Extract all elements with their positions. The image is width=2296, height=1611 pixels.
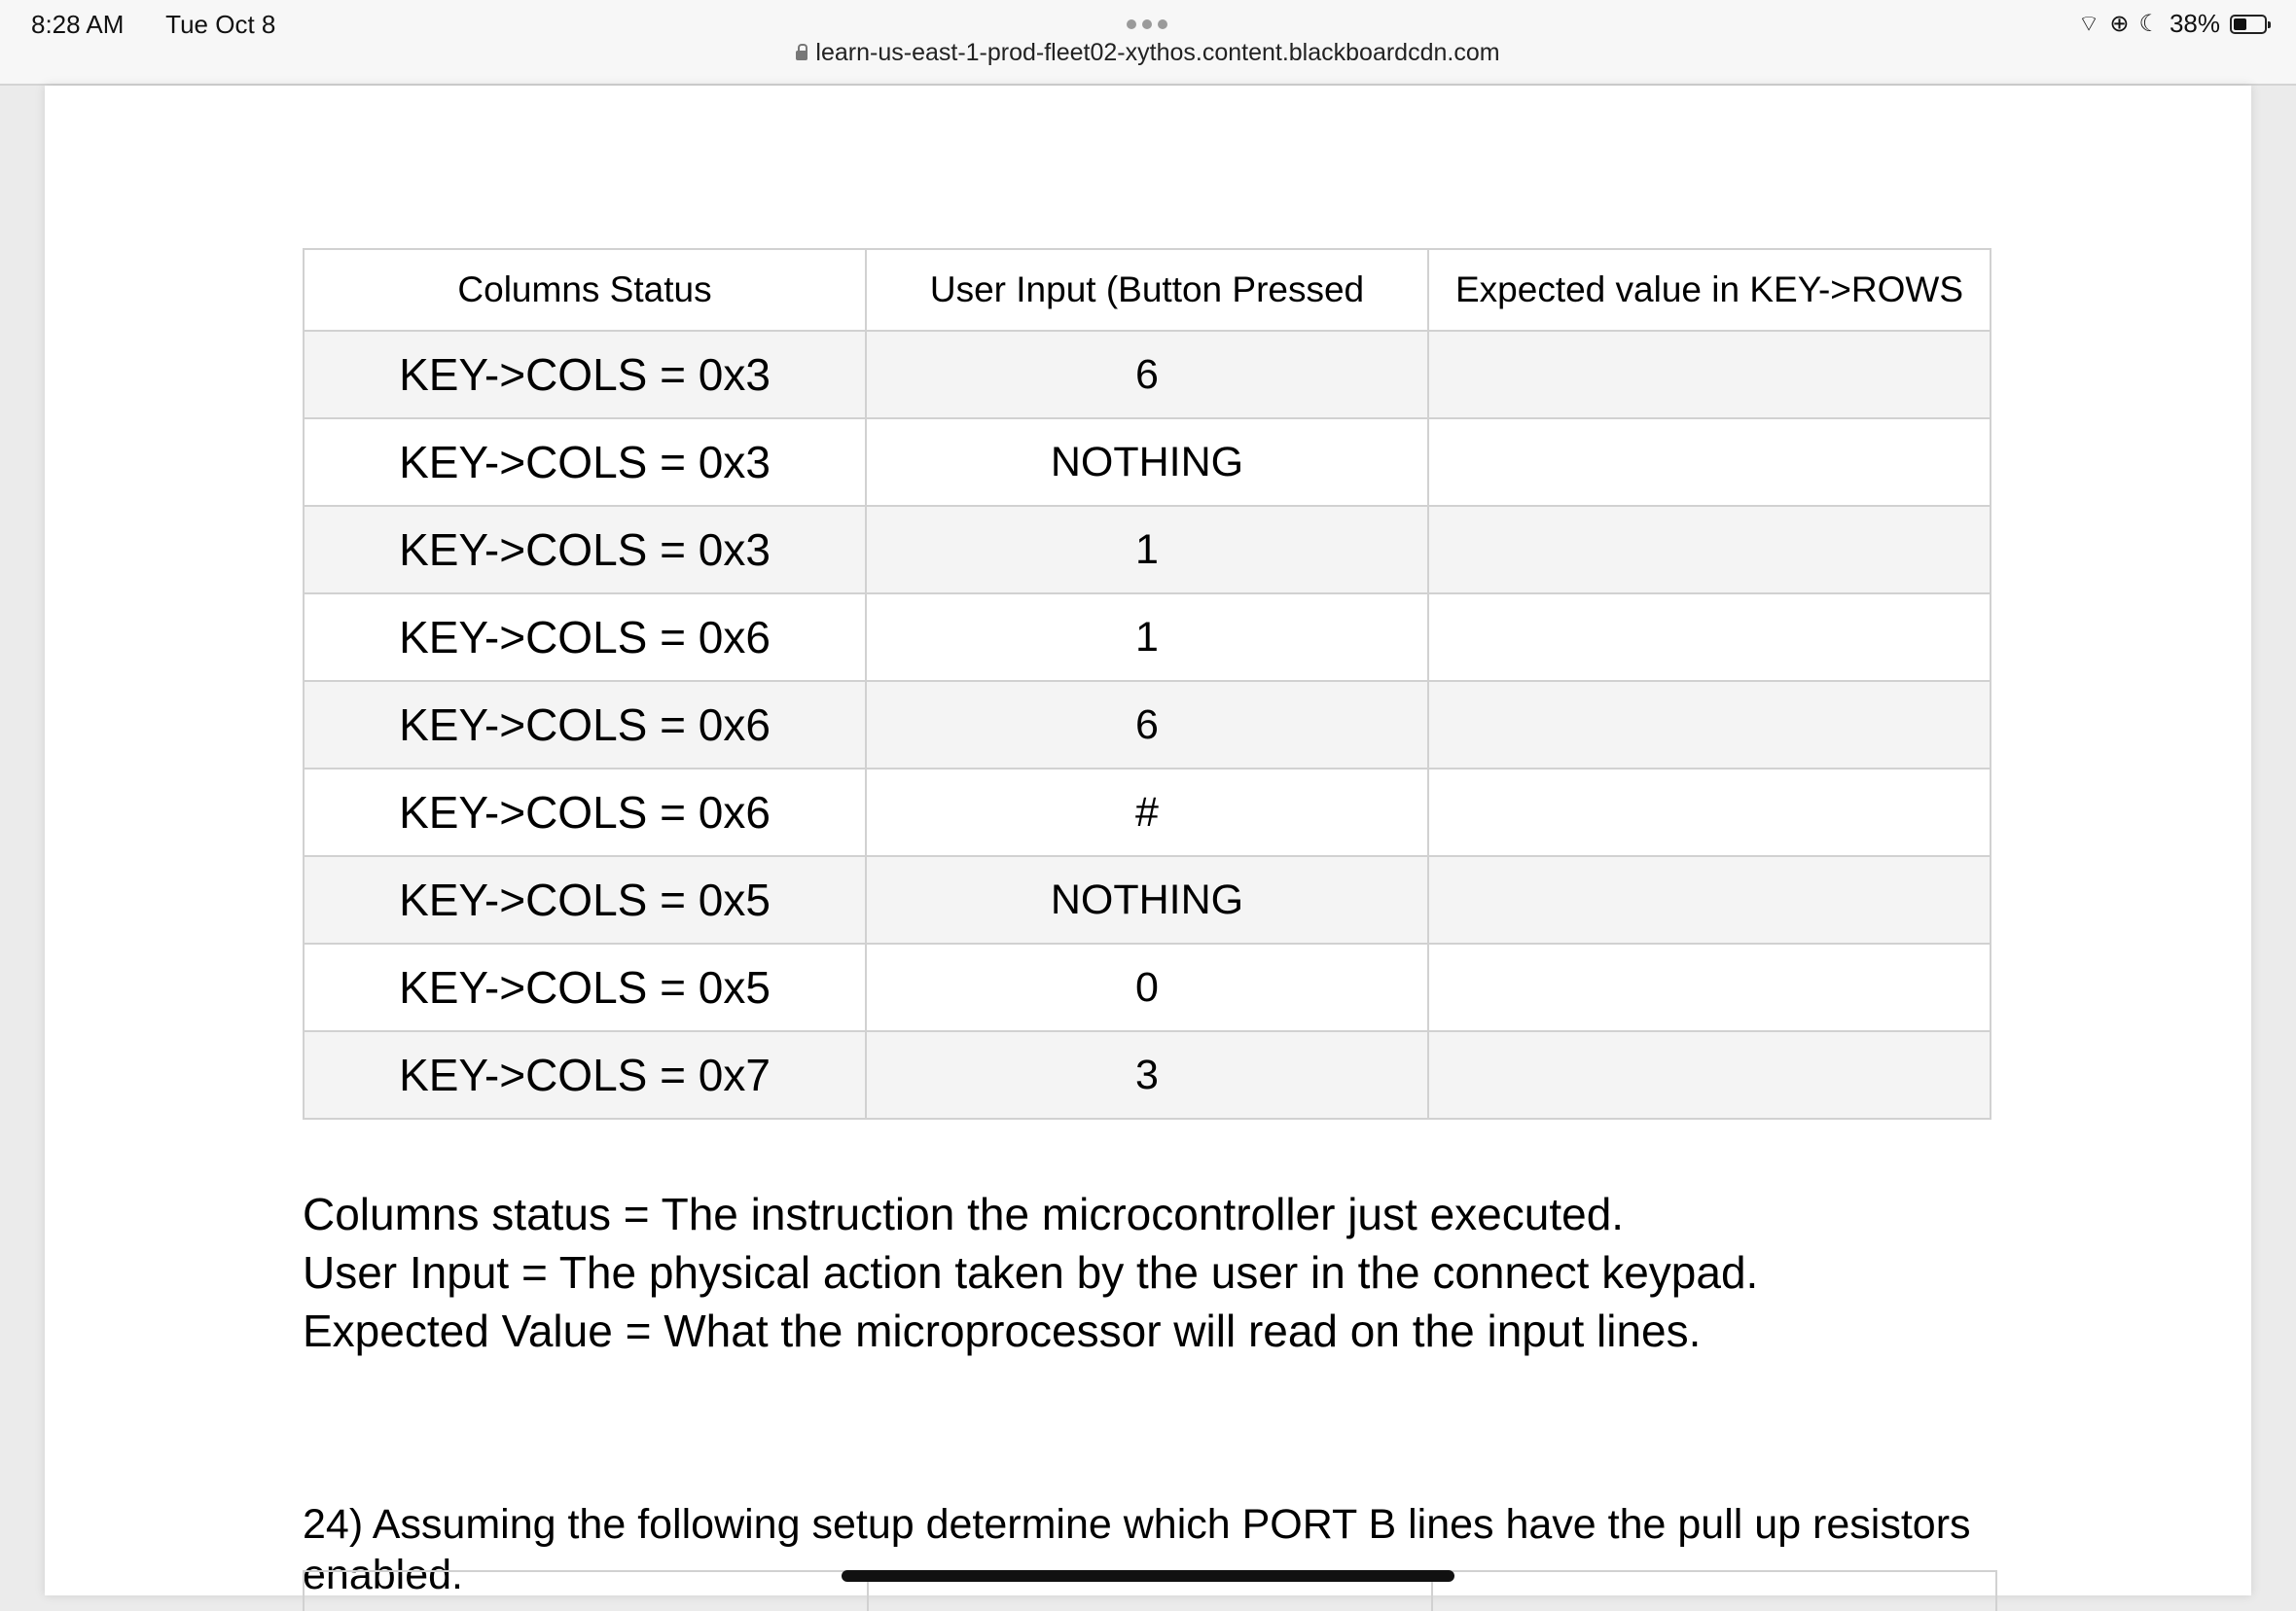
table-row — [304, 418, 1991, 506]
cell-user-input: NOTHING — [866, 856, 1428, 944]
header-expected-value: Expected value in KEY->ROWS — [1428, 249, 1991, 331]
table-header-row — [304, 249, 1991, 331]
header-columns-status: Columns Status — [304, 249, 866, 331]
cell-user-input: 0 — [866, 944, 1428, 1031]
header-user-input: User Input (Button Pressed — [866, 249, 1428, 331]
cell-user-input: 1 — [866, 593, 1428, 681]
browser-chrome — [0, 0, 2296, 86]
cell-expected-value — [1428, 681, 1991, 769]
cell-user-input: 3 — [866, 1031, 1428, 1119]
cell-expected-value — [1428, 944, 1991, 1031]
cell-columns-status: KEY->COLS = 0x3 — [304, 418, 866, 506]
table-row — [304, 681, 1991, 769]
question-24: 24) Assuming the following setup determine which PORT B lines have the pull up resistors enabled. — [303, 1501, 1971, 1598]
cell-columns-status: KEY->COLS = 0x3 — [304, 506, 866, 593]
cell-columns-status: KEY->COLS = 0x7 — [304, 1031, 866, 1119]
cell-expected-value — [1428, 506, 1991, 593]
url-text: learn-us-east-1-prod-fleet02-xythos.content.blackboardcdn.com — [815, 39, 1500, 66]
cell-columns-status: KEY->COLS = 0x6 — [304, 593, 866, 681]
wifi-icon: ⌔ — [2077, 10, 2100, 37]
cell-user-input: NOTHING — [866, 418, 1428, 506]
cell-columns-status: KEY->COLS = 0x5 — [304, 856, 866, 944]
table-row — [304, 1031, 1991, 1119]
cell-expected-value — [1428, 769, 1991, 856]
table-row — [304, 506, 1991, 593]
table-row — [304, 944, 1991, 1031]
status-bar-left — [31, 10, 310, 40]
cell-expected-value — [1428, 331, 1991, 418]
cell-columns-status: KEY->COLS = 0x5 — [304, 944, 866, 1031]
cell-user-input: # — [866, 769, 1428, 856]
moon-icon: ☾ — [2138, 10, 2160, 37]
document-page — [45, 86, 2251, 1598]
definition-expected-value: Expected Value = What the microprocessor will read on the input lines. — [303, 1306, 1702, 1356]
table-row — [304, 331, 1991, 418]
table-row — [304, 856, 1991, 944]
cell-columns-status: KEY->COLS = 0x3 — [304, 331, 866, 418]
battery-percent: 38% — [2169, 9, 2220, 38]
cell-expected-value — [1428, 856, 1991, 944]
more-options-icon[interactable] — [1127, 19, 1167, 29]
cell-columns-status: KEY->COLS = 0x6 — [304, 769, 866, 856]
status-bar-right — [2078, 9, 2267, 39]
lock-icon — [796, 51, 807, 60]
definitions — [303, 1185, 1758, 1360]
home-indicator[interactable] — [842, 1570, 1454, 1582]
status-date: Tue Oct 8 — [165, 10, 276, 39]
cell-expected-value — [1428, 1031, 1991, 1119]
cell-expected-value — [1428, 418, 1991, 506]
cell-user-input: 6 — [866, 681, 1428, 769]
address-bar[interactable] — [0, 39, 2296, 67]
cell-expected-value — [1428, 593, 1991, 681]
cell-user-input: 1 — [866, 506, 1428, 593]
cell-user-input: 6 — [866, 331, 1428, 418]
definition-columns-status: Columns status = The instruction the microcontroller just executed. — [303, 1189, 1625, 1239]
battery-icon — [2230, 15, 2267, 34]
table-row — [304, 593, 1991, 681]
orientation-lock-icon: ⊕ — [2109, 10, 2130, 37]
definition-user-input: User Input = The physical action taken by the user in the connect keypad. — [303, 1247, 1759, 1298]
table-row — [304, 769, 1991, 856]
cell-columns-status: KEY->COLS = 0x6 — [304, 681, 866, 769]
status-time: 8:28 AM — [31, 10, 125, 39]
keypad-table — [303, 248, 1991, 1120]
